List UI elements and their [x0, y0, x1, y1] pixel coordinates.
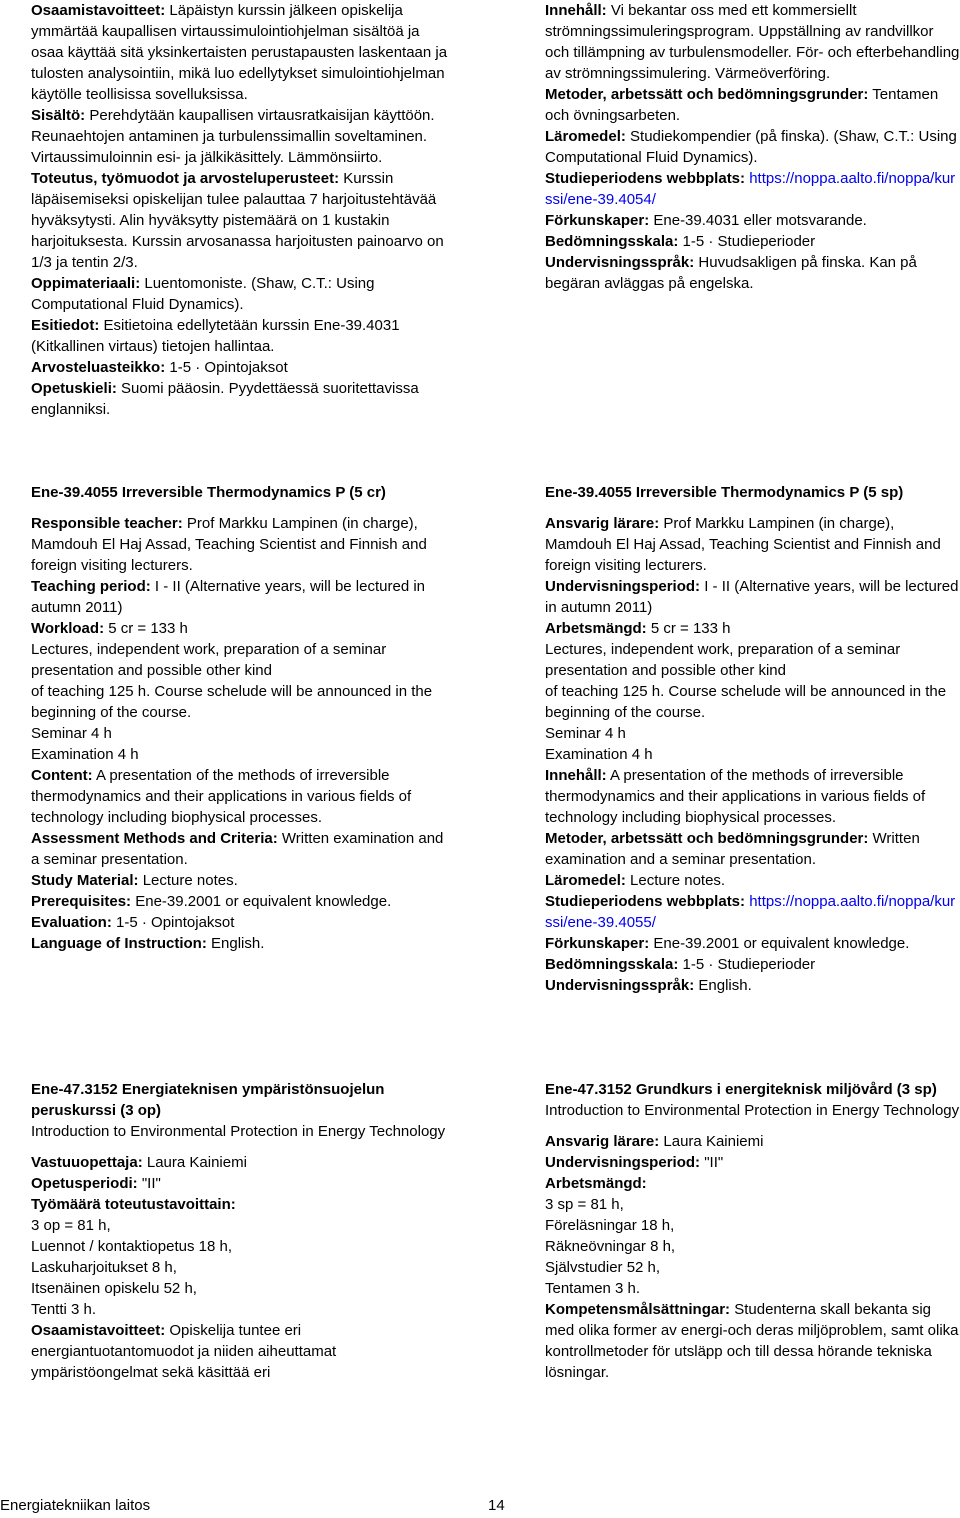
toteutus-paragraph: [31, 168, 451, 273]
text: Studenterna skall bekanta sig med olika former av energi-och deras miljöproblem, samt olika kontrollmetoder för utsläpp och till dessa hörande tekniska lösningar.: [545, 1301, 959, 1381]
tyomaara-line: 3 op = 81 h,: [31, 1217, 111, 1234]
ansvarig-paragraph: [545, 513, 960, 576]
left-bottom-section: [31, 1079, 451, 1383]
label: Förkunskaper:: [545, 212, 650, 229]
text: Huvudsakligen på finska. Kan på begäran avläggas på engelska.: [545, 254, 917, 292]
esitiedot-paragraph: [31, 315, 451, 357]
label: Content:: [31, 767, 93, 784]
sisalto-paragraph: [31, 105, 451, 168]
text: 1-5 · Studieperioder: [682, 233, 816, 250]
text: I - II (Alternative years, will be lectured in autumn 2011): [545, 578, 959, 616]
label: Language of Instruction:: [31, 935, 207, 952]
right-bottom-section: [545, 1079, 960, 1383]
prereq-paragraph: [31, 891, 451, 912]
workload-line: of teaching 125 h. Course schelude will be announced in the beginning of the course.: [31, 683, 433, 721]
webb-paragraph: [545, 891, 960, 933]
right-mid-section: [545, 482, 960, 996]
label: Vastuuopettaja:: [31, 1154, 143, 1171]
label: Assessment Methods and Criteria:: [31, 830, 278, 847]
opetuskieli-paragraph: [31, 378, 451, 420]
text: 1-5 · Opintojaksot: [116, 914, 235, 931]
label: Bedömningsskala:: [545, 956, 679, 973]
label: Study Material:: [31, 872, 139, 889]
label: Metoder, arbetssätt och bedömningsgrunder:: [545, 86, 869, 103]
forkunskaper-paragraph: [545, 210, 960, 231]
text: Laura Kainiemi: [663, 1133, 764, 1150]
tyomaara-label: Työmäärä toteutustavoittain:: [31, 1196, 236, 1213]
page-number: 14: [488, 1497, 505, 1514]
text: I - II (Alternative years, will be lectured in autumn 2011): [31, 578, 426, 616]
text: Ene-39.2001 or equivalent knowledge.: [653, 935, 910, 952]
text: English.: [211, 935, 265, 952]
arbete-line: Tentamen 3 h.: [545, 1280, 641, 1297]
text: "II": [141, 1175, 161, 1192]
course-title: Ene-47.3152 Grundkurs i energiteknisk miljövård (3 sp): [545, 1081, 937, 1098]
label: Innehåll:: [545, 2, 607, 19]
laromedel-paragraph: [545, 126, 960, 168]
text: 1-5 · Opintojaksot: [169, 359, 288, 376]
workload-line: Lectures, independent work, preparation of a seminar presentation and possible other kind: [31, 641, 387, 679]
period-paragraph: [31, 576, 451, 618]
sprak-paragraph: [545, 975, 960, 996]
workload-line: Seminar 4 h: [31, 725, 112, 742]
workload-line: Examination 4 h: [31, 746, 139, 763]
text: Written examination and a seminar presentation.: [545, 830, 920, 868]
label: Arbetsmängd:: [545, 620, 647, 637]
ansvarig-paragraph: [545, 1131, 960, 1152]
text: Lecture notes.: [142, 872, 238, 889]
text: Opiskelija tuntee eri energiantuotantomuodot ja niiden aiheuttamat ympäristöongelmat sekä käsittää eri: [31, 1322, 337, 1381]
bedomning-paragraph: [545, 954, 960, 975]
period-paragraph: [545, 576, 960, 618]
oppimat-paragraph: [31, 273, 451, 315]
text: Laura Kainiemi: [146, 1154, 247, 1171]
text: Luentomoniste. (Shaw, C.T.: Using Computational Fluid Dynamics).: [31, 275, 375, 313]
bedomning-paragraph: [545, 231, 960, 252]
label: Läromedel:: [545, 128, 626, 145]
course-title: Ene-47.3152 Energiateknisen ympäristönsuojelun peruskurssi (3 op): [31, 1081, 385, 1119]
arbete-line: Examination 4 h: [545, 746, 653, 763]
label: Osaamistavoitteet:: [31, 2, 166, 19]
text: A presentation of the methods of irreversible thermodynamics and their applications in various fields of technology including biophysical processes.: [31, 767, 412, 826]
text: Vi bekantar oss med ett kommersiellt strömningssimuleringsprogram. Uppställning av randvillkor och tillämpning av turbulensmodeller. För- och efterbehandling av strömningssimulering. Värmeöverföring.: [545, 2, 960, 82]
label: Studieperiodens webbplats:: [545, 170, 746, 187]
tyomaara-line: Tentti 3 h.: [31, 1301, 97, 1318]
laromedel-paragraph: [545, 870, 960, 891]
label: Osaamistavoitteet:: [31, 1322, 166, 1339]
course-subtitle: Introduction to Environmental Protection in Energy Technology: [545, 1102, 960, 1119]
course-link[interactable]: https://noppa.aalto.fi/noppa/kurssi/ene-39.4054/: [545, 170, 956, 208]
kompetens-paragraph: [545, 1299, 960, 1383]
webb-paragraph: [545, 168, 960, 210]
label: Ansvarig lärare:: [545, 515, 660, 532]
text: Ene-39.2001 or equivalent knowledge.: [135, 893, 392, 910]
right-top-section: [545, 0, 960, 294]
label: Workload:: [31, 620, 105, 637]
text: Studiekompendier (på finska). (Shaw, C.T.: Using Computational Fluid Dynamics).: [545, 128, 957, 166]
text: "II": [704, 1154, 724, 1171]
arbete-label: Arbetsmängd:: [545, 1175, 647, 1192]
label: Opetuskieli:: [31, 380, 117, 397]
label: Studieperiodens webbplats:: [545, 893, 746, 910]
course-link[interactable]: https://noppa.aalto.fi/noppa/kurssi/ene-39.4055/: [545, 893, 956, 931]
course-title: Ene-39.4055 Irreversible Thermodynamics P (5 cr): [31, 484, 386, 501]
arvostelu-paragraph: [31, 357, 451, 378]
text: Prof Markku Lampinen (in charge), Mamdouh El Haj Assad, Teaching Scientist and Finnish and foreign visiting lecturers.: [31, 515, 427, 574]
text: Kurssin läpäisemiseksi opiskelijan tulee palauttaa 7 harjoitustehtävää hyväksytysti. Alin hyväksytty pistemäärä on 1 kustakin harjoituksesta. Kurssin arvosanassa harjoitusten painoarvo on 1/3 ja tentin 2/3.: [31, 170, 444, 271]
study-paragraph: [31, 870, 451, 891]
forkunskaper-paragraph: [545, 933, 960, 954]
text: Esitietoina edellytetään kurssin Ene-39.4031 (Kitkallinen virtaus) tietojen hallintaa.: [31, 317, 400, 355]
arbete-line: Räkneövningar 8 h,: [545, 1238, 676, 1255]
text: Prof Markku Lampinen (in charge), Mamdouh El Haj Assad, Teaching Scientist and Finnish and foreign visiting lecturers.: [545, 515, 941, 574]
workload-paragraph: [31, 618, 451, 639]
label: Toteutus, työmuodot ja arvosteluperusteet:: [31, 170, 340, 187]
arbete-line: Föreläsningar 18 h,: [545, 1217, 675, 1234]
tyomaara-line: Itsenäinen opiskelu 52 h,: [31, 1280, 197, 1297]
arbete-line: of teaching 125 h. Course schelude will be announced in the beginning of the course.: [545, 683, 947, 721]
assess-paragraph: [31, 828, 451, 870]
arbete-line: Lectures, independent work, preparation of a seminar presentation and possible other kind: [545, 641, 901, 679]
text: Läpäistyn kurssin jälkeen opiskelija ymmärtää kaupallisen virtaussimulointiohjelman sisältöä ja osaa käyttää sitä yksinkertaisten perustapausten laskentaan ja tulosten analysointiin, mikä luo edellytykset simulointiohjelman käytölle teollisissa sovelluksissa.: [31, 2, 448, 103]
arbete-line: 3 sp = 81 h,: [545, 1196, 624, 1213]
osaamis-paragraph: [31, 1320, 451, 1383]
label: Kompetensmålsättningar:: [545, 1301, 731, 1318]
label: Ansvarig lärare:: [545, 1133, 660, 1150]
text: Suomi pääosin. Pyydettäessä suoritettavissa englanniksi.: [31, 380, 419, 418]
period-paragraph: [545, 1152, 960, 1173]
label: Arvosteluasteikko:: [31, 359, 166, 376]
content-paragraph: [31, 765, 451, 828]
label: Oppimateriaali:: [31, 275, 141, 292]
text: 1-5 · Studieperioder: [682, 956, 816, 973]
text: 5 cr = 133 h: [108, 620, 188, 637]
course-title: Ene-39.4055 Irreversible Thermodynamics P (5 sp): [545, 484, 904, 501]
label: Undervisningsperiod:: [545, 578, 701, 595]
text: Ene-39.4031 eller motsvarande.: [653, 212, 867, 229]
text: 5 cr = 133 h: [650, 620, 731, 637]
text: Lecture notes.: [630, 872, 726, 889]
text: Written examination and a seminar presentation.: [31, 830, 444, 868]
innehall-paragraph: [545, 765, 960, 828]
label: Teaching period:: [31, 578, 151, 595]
lang-paragraph: [31, 933, 451, 954]
text: Tentamen och övningsarbeten.: [545, 86, 939, 124]
metoder-paragraph: [545, 84, 960, 126]
innehall-paragraph: [545, 0, 960, 84]
label: Undervisningsspråk:: [545, 977, 695, 994]
osaamis-paragraph: [31, 0, 451, 105]
text: A presentation of the methods of irreversible thermodynamics and their applications in various fields of technology including biophysical processes.: [545, 767, 926, 826]
arbete-line: Seminar 4 h: [545, 725, 626, 742]
footer-department: Energiatekniikan laitos: [0, 1497, 151, 1514]
left-top-section: [31, 0, 451, 420]
arbete-line: Självstudier 52 h,: [545, 1259, 661, 1276]
label: Läromedel:: [545, 872, 626, 889]
label: Innehåll:: [545, 767, 607, 784]
label: Bedömningsskala:: [545, 233, 679, 250]
label: Esitiedot:: [31, 317, 100, 334]
label: Undervisningsperiod:: [545, 1154, 701, 1171]
text: English.: [698, 977, 752, 994]
label: Opetusperiodi:: [31, 1175, 138, 1192]
periodi-paragraph: [31, 1173, 451, 1194]
tyomaara-line: Luennot / kontaktiopetus 18 h,: [31, 1238, 232, 1255]
label: Responsible teacher:: [31, 515, 183, 532]
label: Prerequisites:: [31, 893, 132, 910]
label: Förkunskaper:: [545, 935, 650, 952]
label: Metoder, arbetssätt och bedömningsgrunder:: [545, 830, 869, 847]
vastuu-paragraph: [31, 1152, 451, 1173]
resp-paragraph: [31, 513, 451, 576]
label: Undervisningsspråk:: [545, 254, 695, 271]
text: Perehdytään kaupallisen virtausratkaisijan käyttöön. Reunaehtojen antaminen ja turbulenssimallin soveltaminen. Virtaussimuloinnin esi- ja jälkikäsittely. Lämmönsiirto.: [31, 107, 435, 166]
course-subtitle: Introduction to Environmental Protection in Energy Technology: [31, 1123, 446, 1140]
sprak-paragraph: [545, 252, 960, 294]
metoder-paragraph: [545, 828, 960, 870]
label: Evaluation:: [31, 914, 112, 931]
left-mid-section: [31, 482, 451, 954]
eval-paragraph: [31, 912, 451, 933]
label: Sisältö:: [31, 107, 86, 124]
arbete-paragraph: [545, 618, 960, 639]
tyomaara-line: Laskuharjoitukset 8 h,: [31, 1259, 177, 1276]
